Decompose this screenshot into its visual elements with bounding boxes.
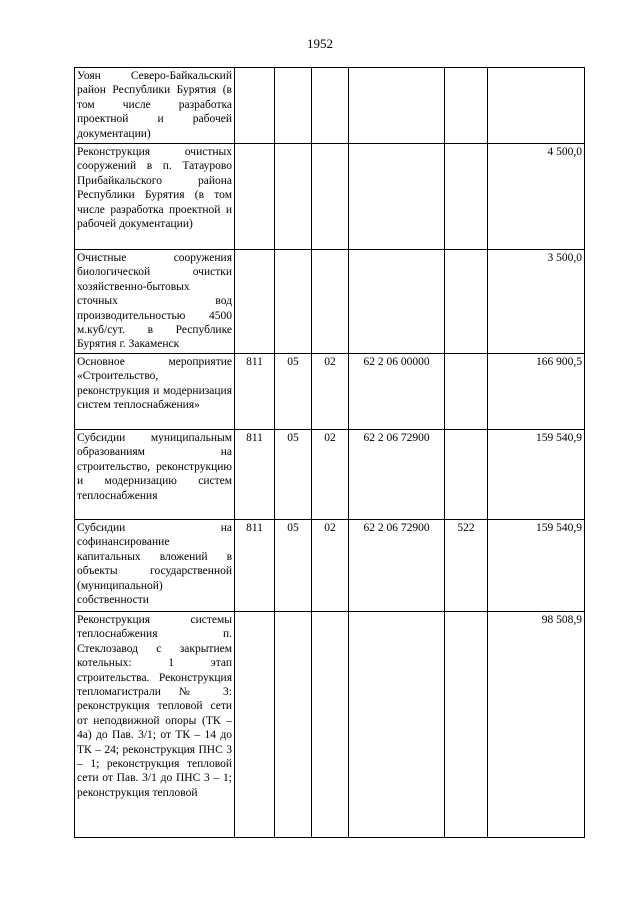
budget-table: [74, 67, 585, 838]
table-row: [75, 144, 585, 250]
row-amount: 159 540,9: [488, 430, 585, 520]
row-amount: 159 540,9: [488, 520, 585, 612]
row-vr: [445, 144, 488, 250]
row-amount: 98 508,9: [488, 612, 585, 838]
row-vr: [445, 354, 488, 430]
row-rz: [275, 144, 312, 250]
row-vr: [445, 68, 488, 144]
row-ved: [235, 144, 275, 250]
row-csr: 62 2 06 72900: [349, 430, 445, 520]
row-csr: [349, 68, 445, 144]
table-row: [75, 68, 585, 144]
row-csr: [349, 250, 445, 354]
row-pr: 02: [312, 430, 349, 520]
row-name: Субсидии муниципальным образованиям на строительство, реконструкцию и модернизацию систем теплоснабжения: [75, 430, 235, 520]
row-rz: [275, 250, 312, 354]
row-pr: [312, 144, 349, 250]
row-name: Реконструкция очистных сооружений в п. Татаурово Прибайкальского района Республики Бурятия (в том числе разработка проектной и рабочей документации): [75, 144, 235, 250]
row-amount: [488, 68, 585, 144]
row-vr: [445, 612, 488, 838]
row-csr: 62 2 06 00000: [349, 354, 445, 430]
table-row: [75, 354, 585, 430]
row-rz: 05: [275, 520, 312, 612]
row-pr: [312, 250, 349, 354]
row-ved: 811: [235, 354, 275, 430]
row-pr: 02: [312, 354, 349, 430]
table-row: [75, 520, 585, 612]
row-vr: 522: [445, 520, 488, 612]
row-csr: [349, 612, 445, 838]
row-ved: [235, 612, 275, 838]
row-ved: [235, 68, 275, 144]
table-row: [75, 430, 585, 520]
row-ved: [235, 250, 275, 354]
row-amount: 3 500,0: [488, 250, 585, 354]
row-ved: 811: [235, 430, 275, 520]
row-rz: 05: [275, 354, 312, 430]
row-csr: [349, 144, 445, 250]
row-pr: [312, 612, 349, 838]
row-rz: 05: [275, 430, 312, 520]
row-ved: 811: [235, 520, 275, 612]
row-name: Субсидии на софинансирование капитальных вложений в объекты государственной (муниципальной) собственности: [75, 520, 235, 612]
table-row: [75, 612, 585, 838]
row-rz: [275, 68, 312, 144]
row-rz: [275, 612, 312, 838]
row-pr: 02: [312, 520, 349, 612]
page-number: 1952: [307, 36, 333, 51]
row-amount: 166 900,5: [488, 354, 585, 430]
row-csr: 62 2 06 72900: [349, 520, 445, 612]
row-name: Основное мероприятие «Строительство, реконструкция и модернизация систем теплоснабжения»: [75, 354, 235, 430]
row-pr: [312, 68, 349, 144]
table-row: [75, 250, 585, 354]
row-name: Реконструкция системы теплоснабжения п. Стеклозавод с закрытием котельных: 1 этап строительства. Реконструкция тепломагистрали № 3: реконструкция тепловой сети от неподвижной опоры (ТК – 4а) до Пав. 3/1; от ТК – 14 до ТК – 24; реконструкция ПНС 3 – 1; реконструкция тепловой сети от Пав. 3/1 до ПНС 3 – 1; реконструкция тепловой: [75, 612, 235, 838]
row-amount: 4 500,0: [488, 144, 585, 250]
row-name: Очистные сооружения биологической очистки хозяйственно-бытовых сточных вод производительностью 4500 м.куб/сут. в Республике Бурятия г. Закаменск: [75, 250, 235, 354]
row-vr: [445, 430, 488, 520]
row-name: Уоян Северо-Байкальский район Республики Бурятия (в том числе разработка проектной и рабочей документации): [75, 68, 235, 144]
row-vr: [445, 250, 488, 354]
